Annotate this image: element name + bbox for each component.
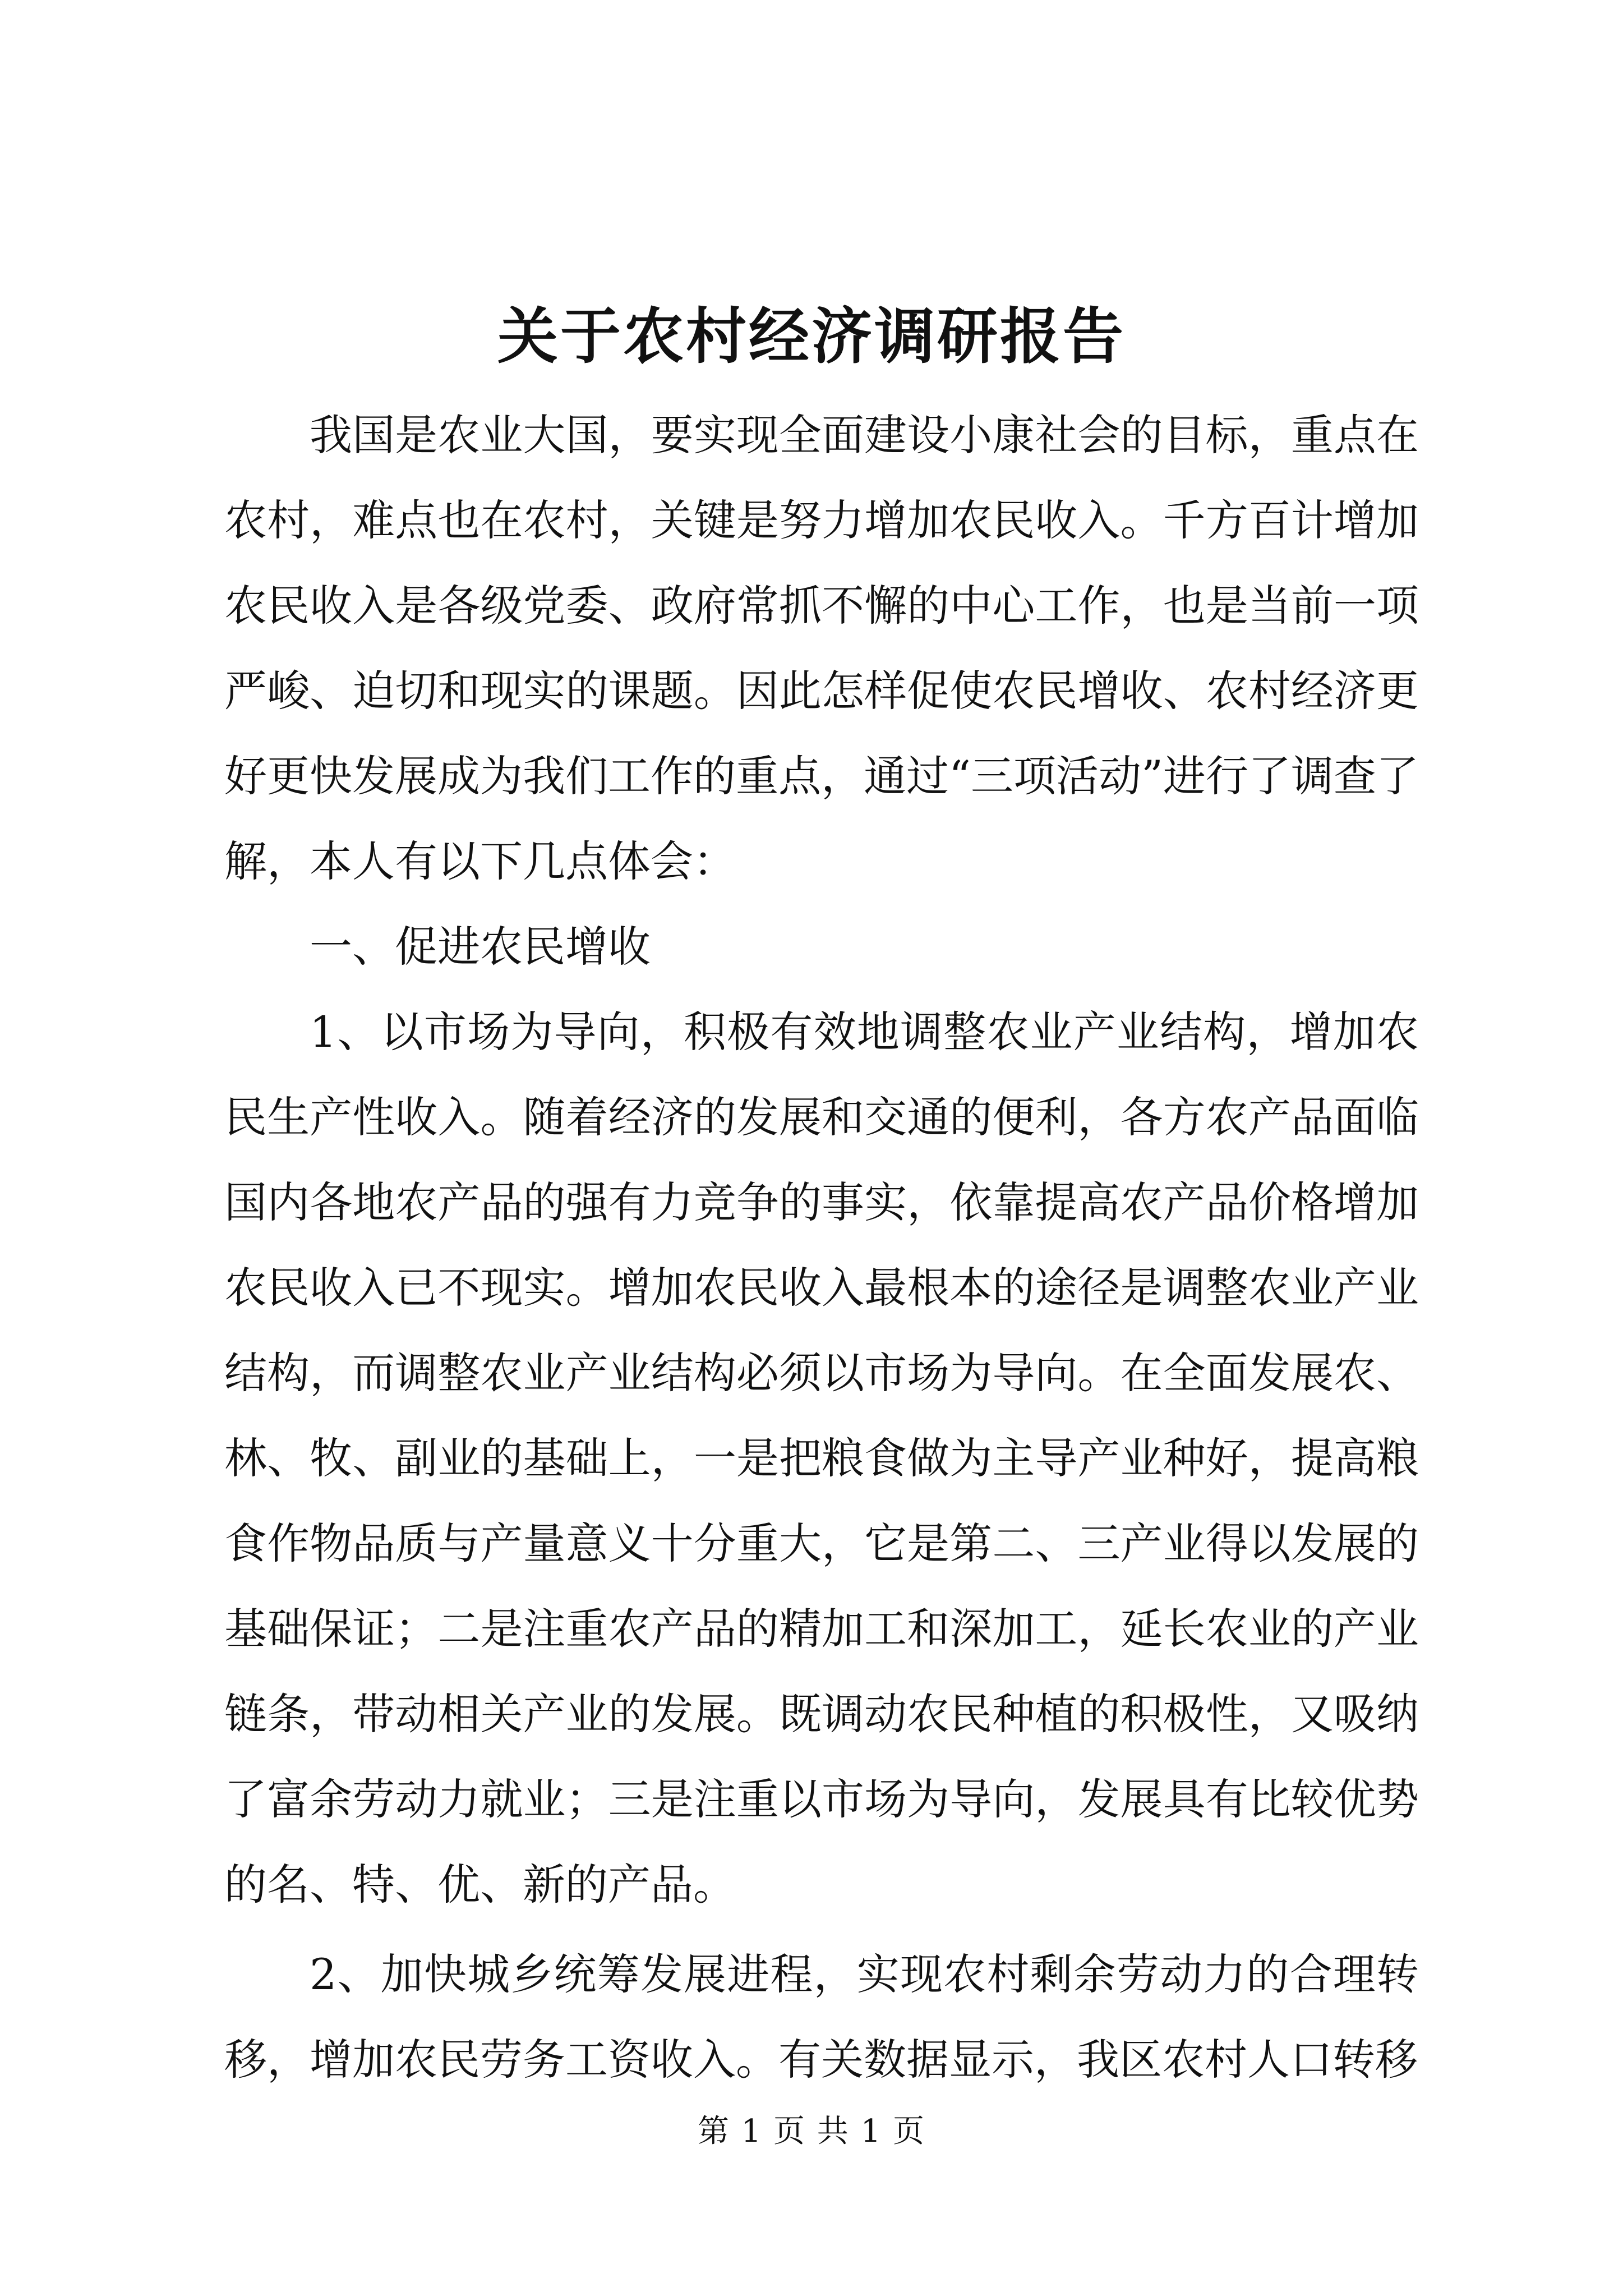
paragraph-point-2: 2、加快城乡统筹发展进程，实现农村剩余劳动力的合理转移，增加农民劳务工资收入。有关数据显示，我区农村人口转移: [224, 1949, 1419, 2085]
page-footer: 第 1 页 共 1 页: [697, 2113, 926, 2150]
paragraph-point-1: 1、以市场为导向，积极有效地调整农业产业结构，增加农民生产性收入。随着经济的发展和交通的便利，各方农产品面临国内各地农产品的强有力竞争的事实，依靠提高农产品价格增加农民收入已不现实。增加农民收入最根本的途径是调整农业产业结构，而调整农业产业结构必须以市场为导向。在全面发展农、林、牧、副业的基础上，一是把粮食做为主导产业种好，提高粮食作物品质与产量意义十分重大，它是第二、三产业得以发展的基础保证；二是注重农产品的精加工和深加工，延长农业的产业链条，带动相关产业的发展。既调动农民种植的积极性，又吸纳了富余劳动力就业；三是注重以市场为导向，发展具有比较优势的名、特、优、新的产品。: [224, 1007, 1419, 1910]
document-title: 关于农村经济调研报告: [497, 301, 1126, 372]
document-body: [224, 393, 1419, 2102]
section-heading: 一、促进农民增收: [310, 922, 651, 972]
paragraph-intro: 我国是农业大国，要实现全面建设小康社会的目标，重点在农村，难点也在农村，关键是努力增加农民收入。千方百计增加农民收入是各级党委、政府常抓不懈的中心工作，也是当前一项严峻、迫切和现实的课题。因此怎样促使农民增收、农村经济更好更快发展成为我们工作的重点，通过“三项活动”进行了调查了解，本人有以下几点体会：: [224, 410, 1419, 886]
